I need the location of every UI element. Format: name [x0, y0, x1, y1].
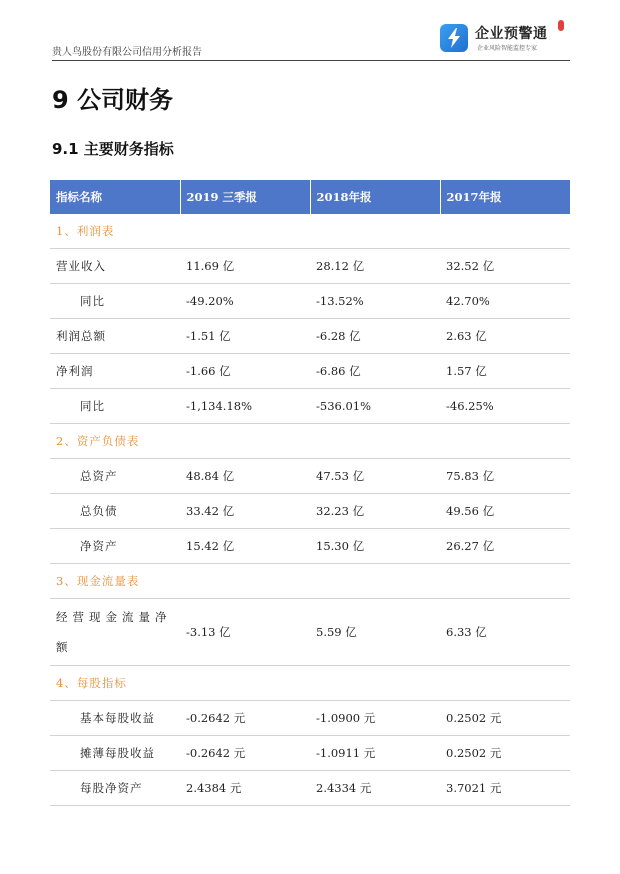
column-header: 2018年报 — [310, 180, 440, 214]
row-label: 总资产 — [50, 459, 180, 494]
cell-value: 33.42 亿 — [180, 494, 310, 529]
section-heading: 9 公司财务 — [52, 86, 174, 114]
table-row — [50, 771, 570, 806]
cell-value: -6.86 亿 — [310, 354, 440, 389]
section-row — [50, 424, 570, 459]
cell-value: 15.30 亿 — [310, 529, 440, 564]
cell-value: 15.42 亿 — [180, 529, 310, 564]
section-title: 1、利润表 — [50, 214, 180, 249]
row-label: 摊薄每股收益 — [50, 736, 180, 771]
table-row — [50, 599, 570, 666]
section-row — [50, 564, 570, 599]
cell-value: 0.2502 元 — [440, 736, 570, 771]
lightning-icon — [440, 24, 468, 52]
cell-value: -1.66 亿 — [180, 354, 310, 389]
table-row — [50, 736, 570, 771]
cell-value: 26.27 亿 — [440, 529, 570, 564]
cell-value: 75.83 亿 — [440, 459, 570, 494]
cell-value: -13.52% — [310, 284, 440, 319]
cell-value: 28.12 亿 — [310, 249, 440, 284]
logo-subtitle: 企业风险智能监控专家 — [477, 45, 538, 52]
table-row — [50, 701, 570, 736]
cell-value: 32.52 亿 — [440, 249, 570, 284]
row-label: 同比 — [50, 284, 180, 319]
row-label: 总负债 — [50, 494, 180, 529]
cell-value: -46.25% — [440, 389, 570, 424]
cell-value: 11.69 亿 — [180, 249, 310, 284]
row-label: 营业收入 — [50, 249, 180, 284]
table-row — [50, 459, 570, 494]
table-row — [50, 249, 570, 284]
cell-value: 49.56 亿 — [440, 494, 570, 529]
cell-value: -1,134.18% — [180, 389, 310, 424]
cell-value: -3.13 亿 — [180, 599, 310, 666]
subsection-heading: 9.1 主要财务指标 — [52, 140, 174, 158]
row-label: 每股净资产 — [50, 771, 180, 806]
report-title: 贵人鸟股份有限公司信用分析报告 — [52, 47, 202, 58]
cell-value: 3.7021 元 — [440, 771, 570, 806]
cell-value: -1.0900 元 — [310, 701, 440, 736]
section-title: 3、现金流量表 — [50, 564, 180, 599]
financial-indicators-table — [50, 180, 570, 806]
column-header: 指标名称 — [50, 180, 180, 214]
cell-value: 2.4334 元 — [310, 771, 440, 806]
table-row — [50, 529, 570, 564]
table-row — [50, 354, 570, 389]
cell-value: -1.0911 元 — [310, 736, 440, 771]
cell-value: 32.23 亿 — [310, 494, 440, 529]
cell-value: -0.2642 元 — [180, 701, 310, 736]
column-header: 2017年报 — [440, 180, 570, 214]
row-label: 净资产 — [50, 529, 180, 564]
cell-value: -49.20% — [180, 284, 310, 319]
section-title: 2、资产负债表 — [50, 424, 180, 459]
cell-value: 48.84 亿 — [180, 459, 310, 494]
cell-value: 2.63 亿 — [440, 319, 570, 354]
logo-seal-icon — [558, 20, 564, 31]
cell-value: 1.57 亿 — [440, 354, 570, 389]
cell-value: -536.01% — [310, 389, 440, 424]
brand-logo — [440, 20, 570, 56]
header-divider — [52, 60, 570, 61]
cell-value: -6.28 亿 — [310, 319, 440, 354]
section-row — [50, 666, 570, 701]
section-title: 4、每股指标 — [50, 666, 180, 701]
table-row — [50, 494, 570, 529]
row-label: 利润总额 — [50, 319, 180, 354]
row-label: 同比 — [50, 389, 180, 424]
row-label: 净利润 — [50, 354, 180, 389]
cell-value: -0.2642 元 — [180, 736, 310, 771]
cell-value: 0.2502 元 — [440, 701, 570, 736]
cell-value: -1.51 亿 — [180, 319, 310, 354]
table-row — [50, 284, 570, 319]
row-label: 基本每股收益 — [50, 701, 180, 736]
table-row — [50, 319, 570, 354]
table-header-row — [50, 180, 570, 214]
section-row — [50, 214, 570, 249]
cell-value: 2.4384 元 — [180, 771, 310, 806]
cell-value: 42.70% — [440, 284, 570, 319]
cell-value: 5.59 亿 — [310, 599, 440, 666]
row-label: 经营现金流量净额 — [50, 599, 180, 666]
column-header: 2019 三季报 — [180, 180, 310, 214]
cell-value: 6.33 亿 — [440, 599, 570, 666]
cell-value: 47.53 亿 — [310, 459, 440, 494]
table-row — [50, 389, 570, 424]
logo-name: 企业预警通 — [475, 26, 548, 42]
